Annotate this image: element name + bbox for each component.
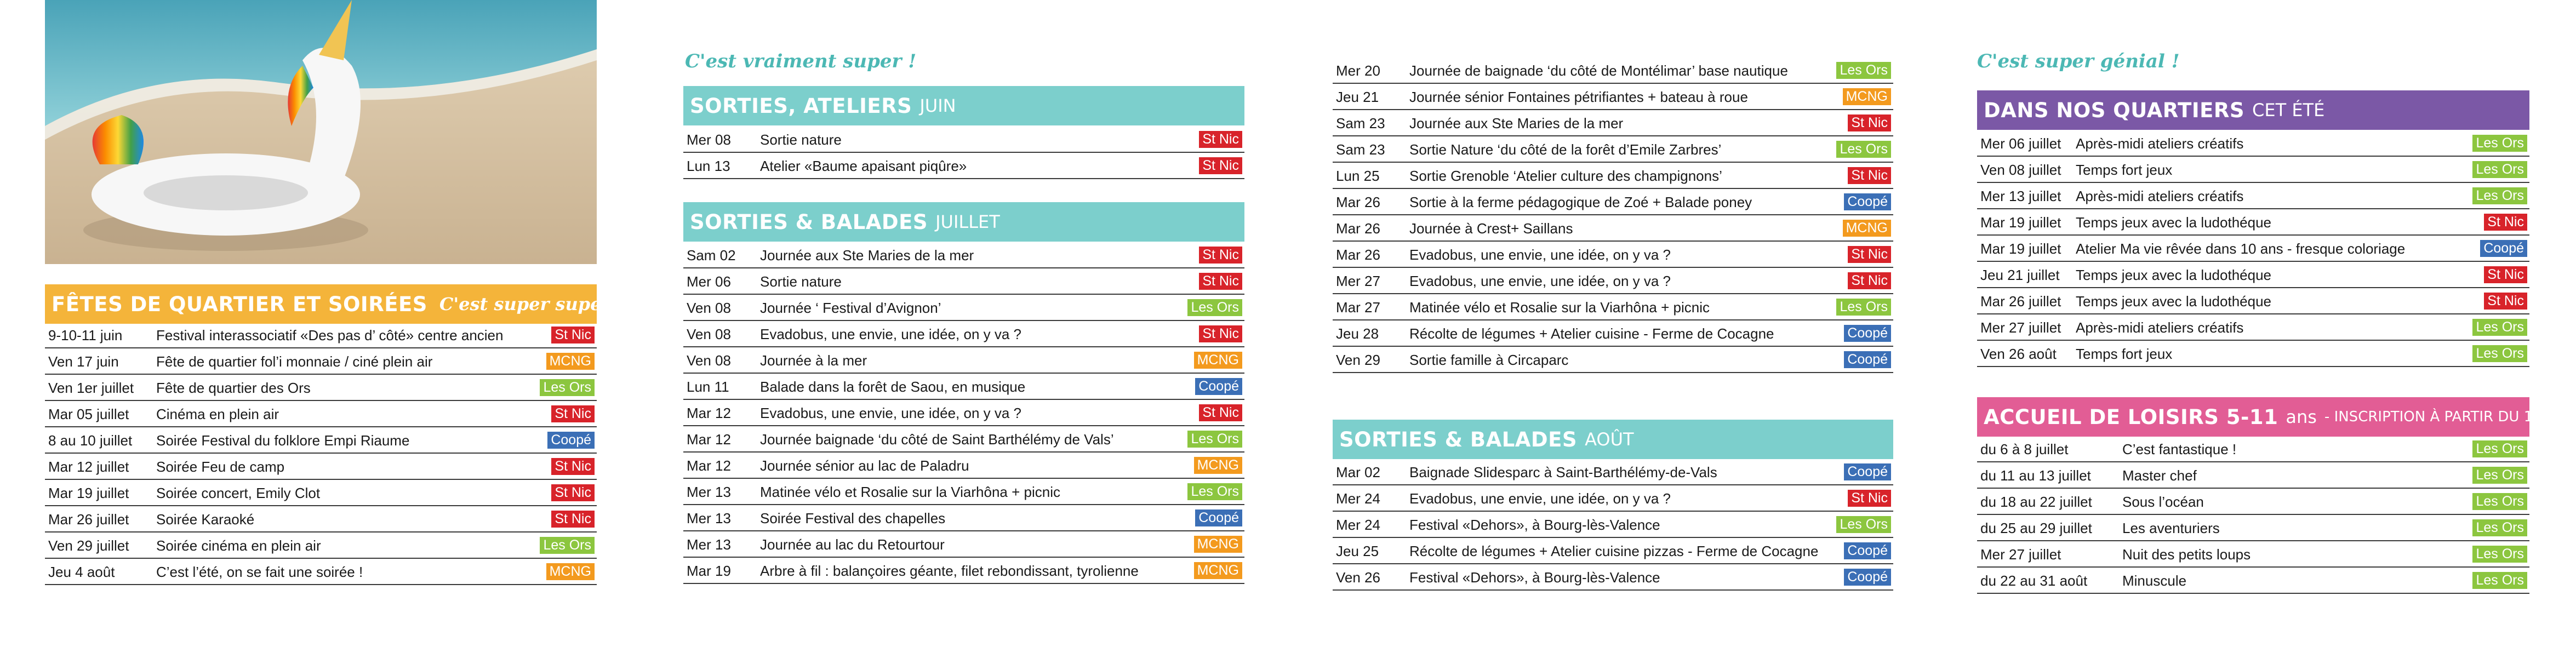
location-badge: St Nic — [1848, 490, 1891, 507]
row-date: Sam 02 — [687, 247, 736, 264]
header-title: SORTIES, ATELIERS — [690, 94, 912, 118]
location-badge: Les Ors — [2472, 519, 2527, 536]
header-extra: - INSCRIPTION À PARTIR DU 13 JUIN — [2324, 409, 2576, 425]
row-date: Ven 08 juillet — [1980, 162, 2061, 178]
header-title: ACCUEIL DE LOISIRS 5-11 — [1984, 405, 2278, 429]
location-badge: St Nic — [2484, 293, 2527, 310]
table-row — [1333, 459, 1893, 485]
location-badge: Les Ors — [540, 379, 595, 396]
row-activity: Temps jeux avec la ludothéque — [2076, 293, 2272, 310]
row-date: Mer 08 — [687, 131, 731, 148]
table-row — [1977, 541, 2529, 568]
row-date: Mar 19 juillet — [48, 485, 129, 501]
table-row — [45, 559, 597, 585]
table-row — [1977, 436, 2529, 462]
header-subtitle: JUILLET — [935, 211, 1000, 232]
sorties-juin-list — [683, 127, 1244, 179]
location-badge: St Nic — [1199, 131, 1242, 148]
location-badge: Les Ors — [1836, 299, 1891, 316]
row-activity: Evadobus, une envie, une idée, on y va ? — [1409, 273, 1671, 289]
location-badge: Les Ors — [2472, 187, 2527, 204]
row-activity: Journée baignade ‘du côté de Saint Barthélémy de Vals’ — [760, 431, 1114, 448]
location-badge: MCNG — [1843, 88, 1891, 105]
table-row — [45, 506, 597, 533]
row-date: Jeu 28 — [1336, 325, 1379, 342]
row-date: Mer 13 juillet — [1980, 188, 2061, 204]
table-row — [1977, 489, 2529, 515]
row-activity: Baignade Slidesparc à Saint-Barthélémy-de-Vals — [1409, 464, 1717, 480]
row-date: Mer 13 — [687, 484, 731, 500]
row-date: Mer 27 juillet — [1980, 319, 2061, 336]
header-title: SORTIES & BALADES — [1339, 427, 1578, 451]
table-row — [1333, 215, 1893, 242]
header-fetes-de-quartier — [45, 284, 619, 324]
location-badge: Les Ors — [2472, 440, 2527, 457]
table-row — [45, 454, 597, 480]
location-badge: MCNG — [1194, 457, 1242, 474]
location-badge: St Nic — [551, 405, 595, 422]
row-activity: Master chef — [2122, 467, 2197, 484]
location-badge: Coopé — [1844, 325, 1891, 342]
row-date: Mer 27 — [1336, 273, 1380, 289]
table-row — [1333, 242, 1893, 268]
row-date: Ven 08 — [687, 300, 731, 316]
row-date: Mer 06 — [687, 273, 731, 290]
table-row — [45, 480, 597, 506]
location-badge: Coopé — [547, 432, 595, 449]
table-row — [1977, 515, 2529, 541]
row-activity: Journée sénior au lac de Paladru — [760, 457, 969, 474]
location-badge: St Nic — [1199, 273, 1242, 290]
location-badge: St Nic — [1848, 272, 1891, 289]
row-activity: Après-midi ateliers créatifs — [2076, 188, 2244, 204]
row-date: Mer 27 juillet — [1980, 546, 2061, 563]
row-activity: Minuscule — [2122, 572, 2187, 589]
row-date: du 25 au 29 juillet — [1980, 520, 2092, 536]
row-date: du 18 au 22 juillet — [1980, 494, 2092, 510]
table-row — [683, 400, 1244, 426]
row-activity: Atelier Ma vie rêvée dans 10 ans - fresque coloriage — [2076, 241, 2406, 257]
location-badge: MCNG — [1194, 352, 1242, 369]
location-badge: St Nic — [551, 484, 595, 501]
row-activity: Evadobus, une envie, une idée, on y va ? — [1409, 490, 1671, 507]
sorties-juillet-suite-list — [1333, 58, 1893, 373]
location-badge: Les Ors — [2472, 345, 2527, 362]
location-badge: Les Ors — [2472, 546, 2527, 563]
row-date: Sam 23 — [1336, 141, 1385, 158]
quartiers-list — [1977, 130, 2529, 367]
location-badge: Les Ors — [1187, 483, 1242, 500]
row-activity: Sortie nature — [760, 131, 842, 148]
row-date: Mar 12 — [687, 431, 731, 448]
location-badge: Coopé — [1844, 542, 1891, 559]
row-activity: Soirée cinéma en plein air — [156, 537, 321, 554]
row-activity: Sortie famille à Circaparc — [1409, 352, 1569, 368]
row-date: 8 au 10 juillet — [48, 432, 133, 449]
location-badge: St Nic — [1199, 325, 1242, 342]
header-subtitle: AOÛT — [1585, 429, 1634, 450]
header-subtitle: CET ÉTÉ — [2252, 100, 2325, 121]
table-row — [1333, 136, 1893, 163]
row-date: Lun 25 — [1336, 168, 1380, 184]
row-activity: Journée de baignade ‘du côté de Montélimar’ base nautique — [1409, 62, 1788, 79]
table-row — [683, 321, 1244, 347]
row-date: Mar 27 — [1336, 299, 1380, 316]
header-title: SORTIES & BALADES — [690, 210, 928, 234]
location-badge: MCNG — [1194, 562, 1242, 579]
row-activity: Après-midi ateliers créatifs — [2076, 135, 2244, 152]
table-row — [683, 531, 1244, 558]
row-activity: Temps jeux avec la ludothéque — [2076, 267, 2272, 283]
table-row — [683, 374, 1244, 400]
row-activity: Sortie Grenoble ‘Atelier culture des champignons’ — [1409, 168, 1722, 184]
row-activity: Journée ‘ Festival d’Avignon’ — [760, 300, 941, 316]
row-activity: Cinéma en plein air — [156, 406, 279, 422]
row-activity: Temps fort jeux — [2076, 162, 2173, 178]
row-activity: Soirée Karaoké — [156, 511, 255, 528]
row-date: Mer 24 — [1336, 517, 1380, 533]
table-row — [1977, 568, 2529, 594]
row-date: Mar 19 juillet — [1980, 241, 2061, 257]
table-row — [1977, 262, 2529, 288]
location-badge: Les Ors — [1836, 516, 1891, 533]
table-row — [683, 127, 1244, 153]
row-date: Mar 12 — [687, 457, 731, 474]
row-activity: Evadobus, une envie, une idée, on y va ? — [1409, 247, 1671, 263]
location-badge: MCNG — [546, 563, 595, 580]
row-activity: Après-midi ateliers créatifs — [2076, 319, 2244, 336]
row-date: Mer 13 — [687, 510, 731, 526]
table-row — [1333, 538, 1893, 564]
row-date: Mar 26 — [1336, 220, 1380, 237]
row-date: Ven 08 — [687, 352, 731, 369]
table-row — [1977, 462, 2529, 489]
table-row — [45, 533, 597, 559]
fetes-list — [45, 322, 597, 585]
location-badge: St Nic — [551, 458, 595, 475]
location-badge: Les Ors — [1187, 431, 1242, 448]
row-activity: Soirée Festival des chapelles — [760, 510, 946, 526]
table-row — [1333, 163, 1893, 189]
table-row — [1977, 130, 2529, 157]
row-activity: Fête de quartier des Ors — [156, 380, 311, 396]
row-date: Ven 29 — [1336, 352, 1380, 368]
row-date: Ven 29 juillet — [48, 537, 129, 554]
location-badge: St Nic — [551, 511, 595, 528]
location-badge: St Nic — [1848, 167, 1891, 184]
row-activity: Journée à la mer — [760, 352, 867, 369]
row-activity: Balade dans la forêt de Saou, en musique — [760, 379, 1026, 395]
location-badge: Coopé — [1844, 569, 1891, 586]
table-row — [45, 375, 597, 401]
beach-unicorn-photo — [45, 0, 597, 264]
row-activity: Festival «Dehors», à Bourg-lès-Valence — [1409, 517, 1660, 533]
row-activity: Sortie à la ferme pédagogique de Zoé + Balade poney — [1409, 194, 1752, 210]
header-script: C'est super super! — [439, 294, 619, 314]
sorties-aout-list — [1333, 459, 1893, 591]
table-row — [683, 479, 1244, 505]
row-date: Ven 1er juillet — [48, 380, 134, 396]
table-row — [1977, 314, 2529, 341]
table-row — [1977, 288, 2529, 314]
table-row — [683, 426, 1244, 453]
table-row — [45, 322, 597, 348]
location-badge: St Nic — [1199, 247, 1242, 264]
table-row — [683, 347, 1244, 374]
location-badge: St Nic — [1199, 404, 1242, 421]
row-activity: Matinée vélo et Rosalie sur la Viarhôna + picnic — [1409, 299, 1710, 316]
location-badge: St Nic — [1848, 114, 1891, 131]
row-date: Ven 08 — [687, 326, 731, 342]
row-activity: Festival interassociatif «Des pas d’ côté» centre ancien — [156, 327, 504, 343]
row-activity: Fête de quartier fol’i monnaie / ciné plein air — [156, 353, 433, 370]
row-date: Mar 26 — [1336, 247, 1380, 263]
location-badge: St Nic — [1199, 157, 1242, 174]
table-row — [1977, 236, 2529, 262]
row-date: Mar 02 — [1336, 464, 1380, 480]
row-activity: Temps jeux avec la ludothéque — [2076, 214, 2272, 231]
row-activity: Récolte de légumes + Atelier cuisine - Ferme de Cocagne — [1409, 325, 1774, 342]
location-badge: St Nic — [2484, 266, 2527, 283]
row-date: du 22 au 31 août — [1980, 572, 2088, 589]
table-row — [1333, 110, 1893, 136]
table-row — [1977, 157, 2529, 183]
row-activity: Soirée Festival du folklore Empi Riaume — [156, 432, 410, 449]
accueil-loisirs-list — [1977, 436, 2529, 594]
table-row — [1977, 183, 2529, 209]
row-date: Ven 17 juin — [48, 353, 119, 370]
location-badge: MCNG — [546, 353, 595, 370]
row-activity: Sortie nature — [760, 273, 842, 290]
row-date: Mar 26 juillet — [48, 511, 129, 528]
row-date: Jeu 25 — [1336, 543, 1379, 559]
header-sorties-aout — [1333, 420, 1893, 459]
location-badge: St Nic — [1848, 246, 1891, 263]
table-row — [683, 295, 1244, 321]
location-badge: Les Ors — [2472, 319, 2527, 336]
row-date: du 11 au 13 juillet — [1980, 467, 2091, 484]
row-activity: C’est l’été, on se fait une soirée ! — [156, 564, 363, 580]
row-activity: Sous l’océan — [2122, 494, 2204, 510]
header-dans-nos-quartiers — [1977, 90, 2529, 130]
table-row — [683, 453, 1244, 479]
row-activity: Nuit des petits loups — [2122, 546, 2251, 563]
header-accueil-loisirs — [1977, 397, 2576, 437]
location-badge: St Nic — [2484, 214, 2527, 231]
row-date: du 6 à 8 juillet — [1980, 441, 2069, 457]
location-badge: Coopé — [1195, 509, 1242, 526]
table-row — [45, 348, 597, 375]
row-activity: Arbre à fil : balançoires géante, filet rebondissant, tyrolienne — [760, 563, 1139, 579]
row-date: Mer 13 — [687, 536, 731, 553]
script-caption: C'est super génial ! — [1977, 50, 2180, 72]
row-activity: Matinée vélo et Rosalie sur la Viarhôna + picnic — [760, 484, 1060, 500]
row-activity: Journée aux Ste Maries de la mer — [760, 247, 974, 264]
row-date: 9-10-11 juin — [48, 327, 123, 343]
row-activity: Atelier «Baume apaisant piqûre» — [760, 158, 967, 174]
row-date: Mar 19 juillet — [1980, 214, 2061, 231]
row-activity: Journée sénior Fontaines pétrifiantes + bateau à roue — [1409, 89, 1748, 105]
row-activity: Les aventuriers — [2122, 520, 2220, 536]
table-row — [683, 242, 1244, 268]
row-activity: Journée aux Ste Maries de la mer — [1409, 115, 1624, 131]
header-title: DANS NOS QUARTIERS — [1984, 98, 2245, 122]
location-badge: Coopé — [2480, 240, 2527, 257]
row-date: Mer 20 — [1336, 62, 1380, 79]
row-activity: Soirée Feu de camp — [156, 459, 285, 475]
location-badge: Les Ors — [2472, 467, 2527, 484]
script-caption: C'est vraiment super ! — [685, 50, 917, 72]
row-date: Jeu 21 — [1336, 89, 1379, 105]
row-date: Jeu 4 août — [48, 564, 115, 580]
table-row — [45, 427, 597, 454]
table-row — [683, 505, 1244, 531]
header-subtitle: ans — [2286, 406, 2317, 427]
location-badge: Les Ors — [1187, 299, 1242, 316]
row-date: Sam 23 — [1336, 115, 1385, 131]
row-date: Mar 05 juillet — [48, 406, 129, 422]
row-activity: Evadobus, une envie, une idée, on y va ? — [760, 326, 1022, 342]
row-date: Ven 26 — [1336, 569, 1380, 586]
row-date: Mar 26 juillet — [1980, 293, 2061, 310]
location-badge: Les Ors — [1836, 62, 1891, 79]
row-activity: Soirée concert, Emily Clot — [156, 485, 321, 501]
row-date: Mar 26 — [1336, 194, 1380, 210]
table-row — [1333, 347, 1893, 373]
row-activity: Sortie Nature ‘du côté de la forêt d’Emile Zarbres’ — [1409, 141, 1722, 158]
location-badge: Les Ors — [2472, 161, 2527, 178]
table-row — [1333, 320, 1893, 347]
table-row — [1333, 485, 1893, 512]
table-row — [1333, 268, 1893, 294]
row-date: Mer 24 — [1336, 490, 1380, 507]
row-date: Lun 13 — [687, 158, 730, 174]
row-date: Mar 12 juillet — [48, 459, 129, 475]
sorties-juillet-list — [683, 242, 1244, 584]
location-badge: Les Ors — [2472, 135, 2527, 152]
row-activity: Temps fort jeux — [2076, 346, 2173, 362]
location-badge: Coopé — [1844, 351, 1891, 368]
row-activity: C’est fantastique ! — [2122, 441, 2237, 457]
row-activity: Evadobus, une envie, une idée, on y va ? — [760, 405, 1022, 421]
table-row — [45, 401, 597, 427]
table-row — [1333, 84, 1893, 110]
table-row — [1333, 294, 1893, 320]
table-row — [1333, 564, 1893, 591]
row-date: Ven 26 août — [1980, 346, 2057, 362]
location-badge: Les Ors — [2472, 572, 2527, 589]
location-badge: Coopé — [1844, 463, 1891, 480]
table-row — [683, 153, 1244, 179]
location-badge: Coopé — [1844, 193, 1891, 210]
location-badge: St Nic — [551, 327, 595, 343]
location-badge: Coopé — [1195, 378, 1242, 395]
header-sorties-juillet — [683, 202, 1244, 242]
row-date: Mar 19 — [687, 563, 731, 579]
row-activity: Journée au lac du Retourtour — [760, 536, 945, 553]
table-row — [683, 268, 1244, 295]
header-title: FÊTES DE QUARTIER ET SOIRÉES — [52, 292, 427, 316]
table-row — [683, 558, 1244, 584]
header-subtitle: JUIN — [919, 95, 956, 116]
location-badge: Les Ors — [2472, 493, 2527, 510]
location-badge: MCNG — [1194, 536, 1242, 553]
location-badge: MCNG — [1843, 220, 1891, 237]
table-row — [1333, 58, 1893, 84]
table-row — [1977, 209, 2529, 236]
row-date: Mer 06 juillet — [1980, 135, 2061, 152]
location-badge: Les Ors — [540, 537, 595, 554]
row-date: Jeu 21 juillet — [1980, 267, 2060, 283]
row-date: Lun 11 — [687, 379, 729, 395]
row-date: Mar 12 — [687, 405, 731, 421]
header-sorties-ateliers — [683, 86, 1244, 125]
table-row — [1977, 341, 2529, 367]
row-activity: Récolte de légumes + Atelier cuisine pizzas - Ferme de Cocagne — [1409, 543, 1819, 559]
table-row — [1333, 189, 1893, 215]
table-row — [1333, 512, 1893, 538]
row-activity: Festival «Dehors», à Bourg-lès-Valence — [1409, 569, 1660, 586]
row-activity: Journée à Crest+ Saillans — [1409, 220, 1573, 237]
location-badge: Les Ors — [1836, 141, 1891, 158]
